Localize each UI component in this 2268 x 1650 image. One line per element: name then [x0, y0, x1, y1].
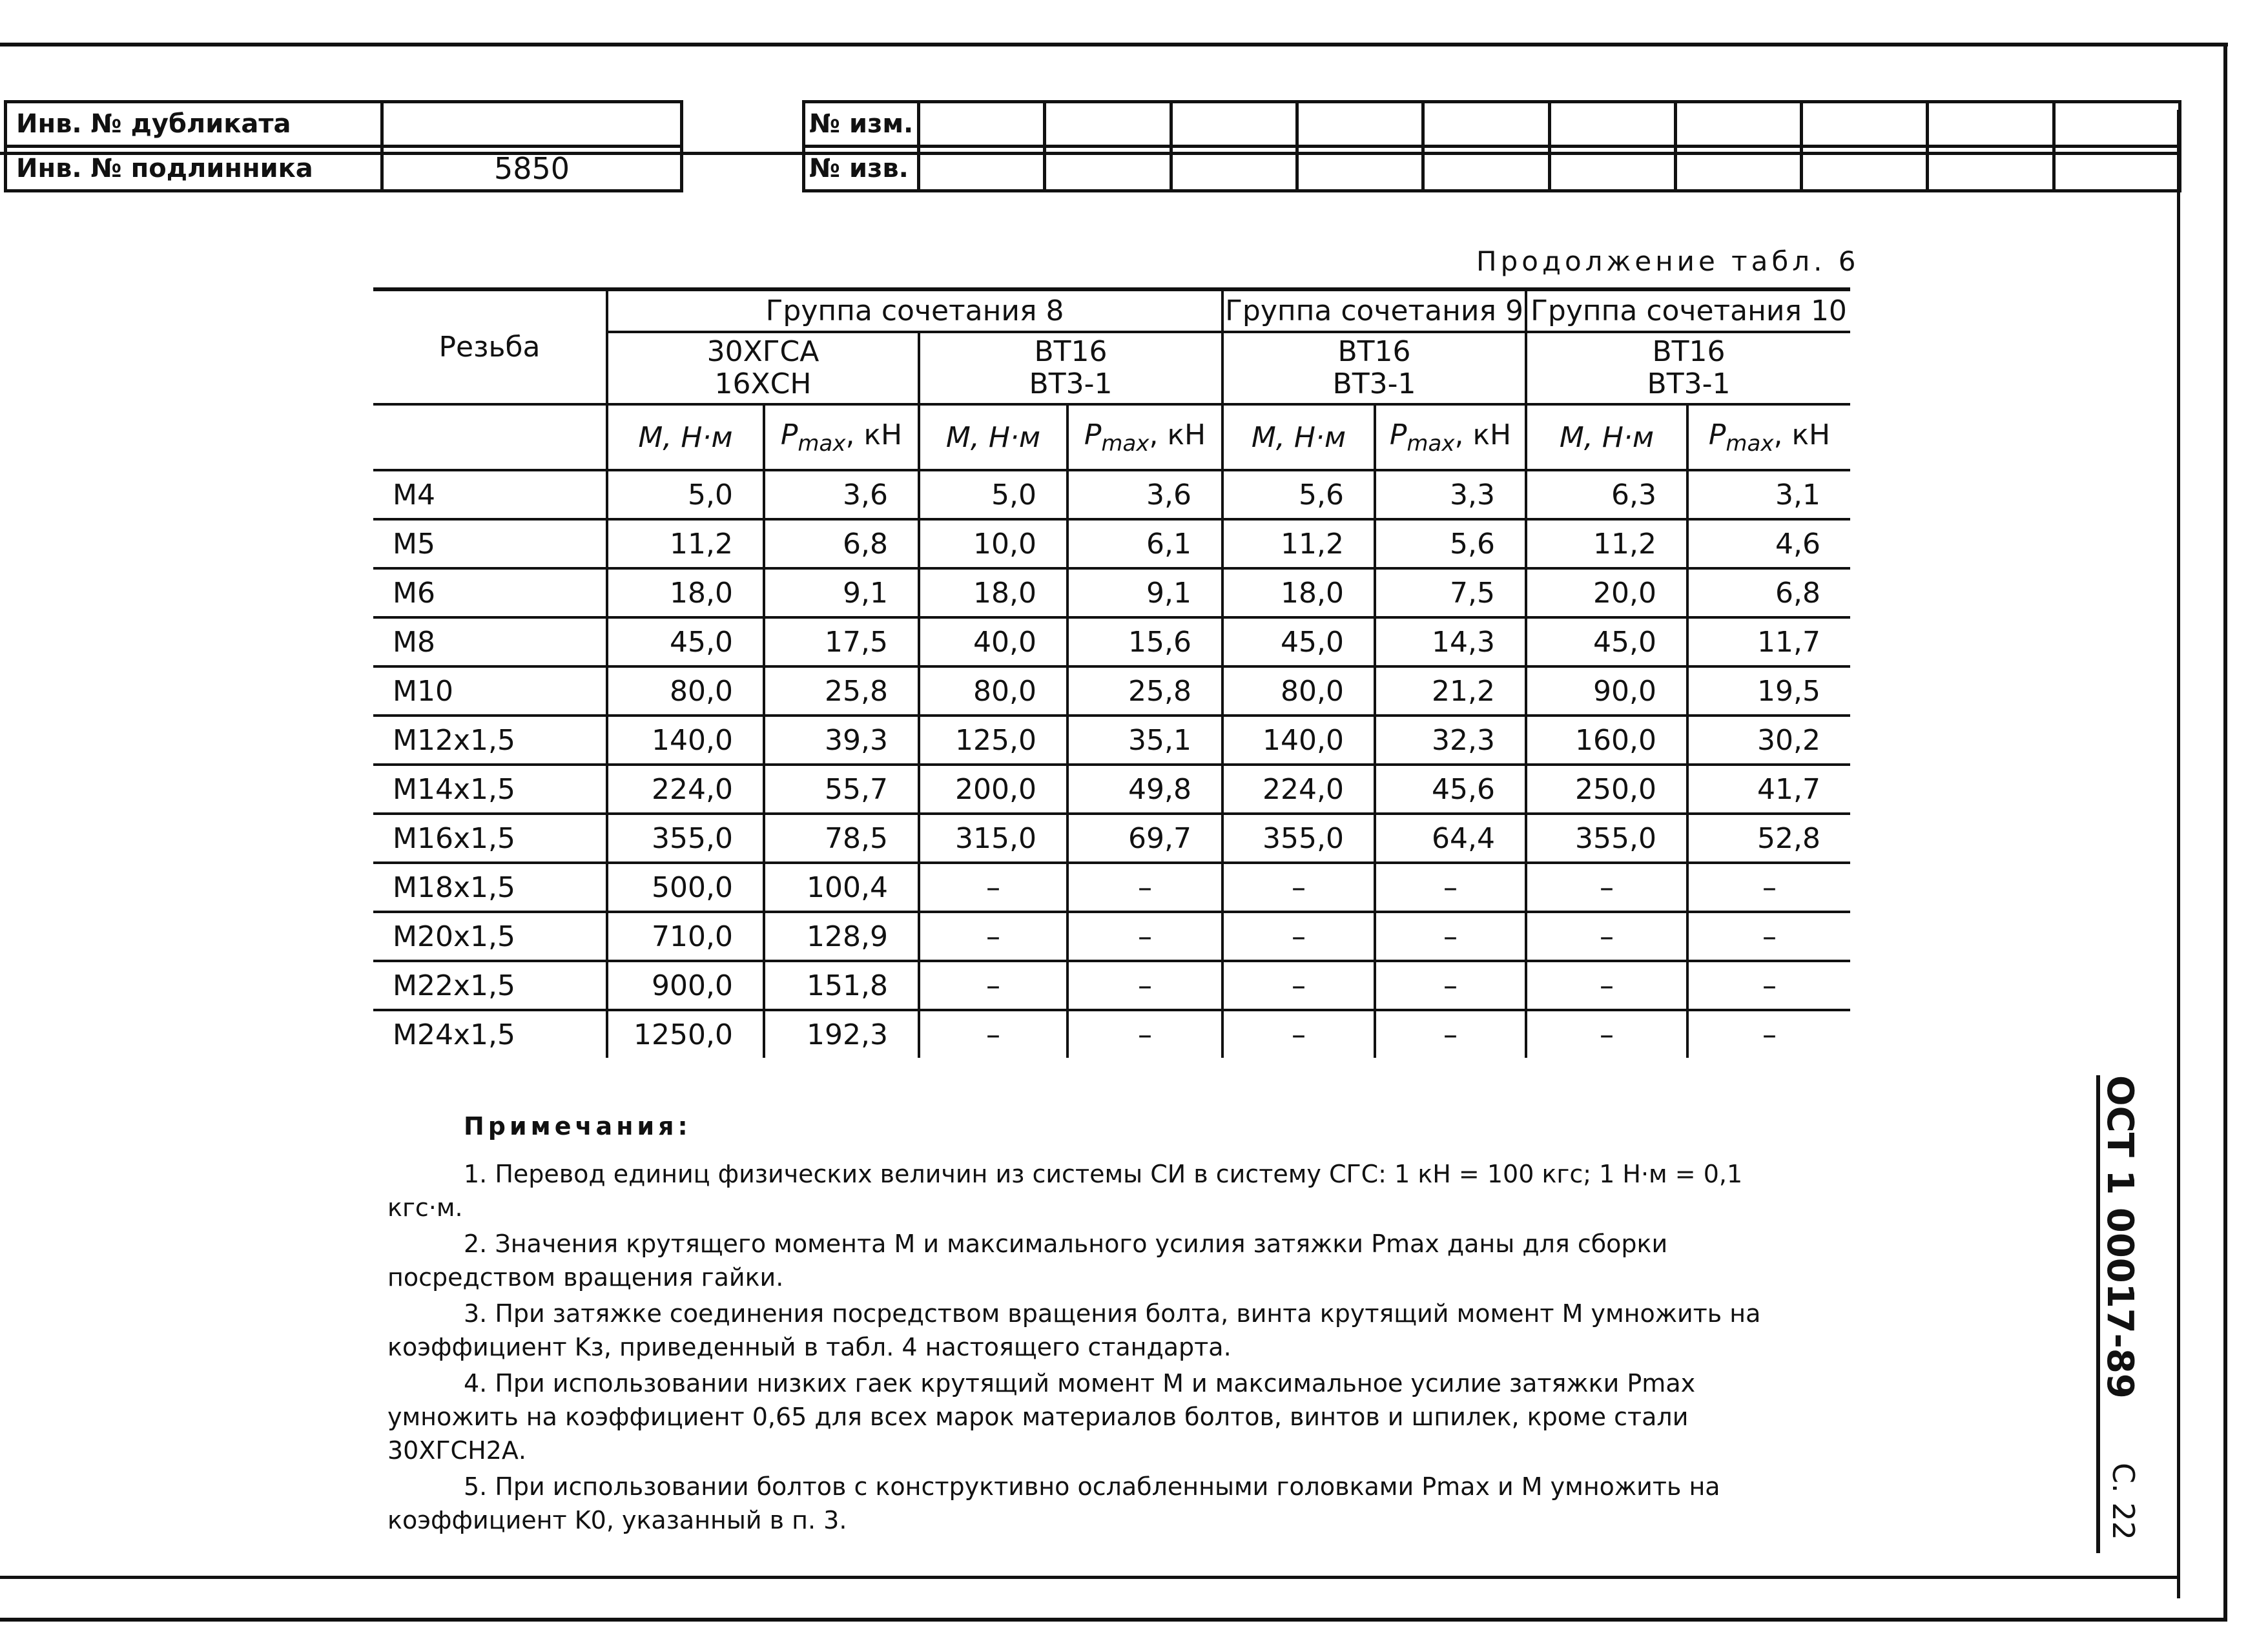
value-cell: – [1687, 961, 1850, 1010]
stamp-cell [1549, 147, 1675, 191]
header-unit-force: $P_{max}$, кН [1687, 404, 1850, 470]
value-cell: 160,0 [1526, 716, 1687, 765]
value-cell: 30,2 [1687, 716, 1850, 765]
table-row [373, 617, 1850, 666]
thread-cell: М6 [373, 568, 607, 617]
value-cell: 80,0 [1222, 666, 1375, 716]
stamp-row [804, 147, 2180, 191]
value-cell: 9,1 [764, 568, 919, 617]
thread-cell: М12х1,5 [373, 716, 607, 765]
stamp-cell [2054, 147, 2180, 191]
value-cell: 40,0 [919, 617, 1067, 666]
thread-cell: М16х1,5 [373, 814, 607, 863]
stamp-inventory [4, 100, 683, 192]
thread-cell: М10 [373, 666, 607, 716]
header-unit-moment: M, Н·м [1222, 404, 1375, 470]
stamp-label: Инв. № подлинника [6, 147, 382, 191]
stamp-cell [919, 102, 1045, 147]
torque-table [373, 287, 1850, 1058]
value-cell: – [1375, 863, 1526, 912]
inner-right-line [2177, 110, 2180, 1598]
value-cell: 500,0 [607, 863, 764, 912]
note-item: 3. При затяжке соединения посредством вращения болта, винта крутящий момент M умножить на коэффициент Kз, приведенный в табл. 4 настоящего стандарта. [387, 1299, 1761, 1361]
value-cell: 6,8 [764, 519, 919, 568]
value-cell: – [1526, 863, 1687, 912]
thread-cell: М18х1,5 [373, 863, 607, 912]
value-cell: 45,6 [1375, 765, 1526, 814]
value-cell: 45,0 [1526, 617, 1687, 666]
value-cell: – [919, 961, 1067, 1010]
value-cell: 6,3 [1526, 470, 1687, 519]
value-cell: 3,6 [1067, 470, 1222, 519]
value-cell: 900,0 [607, 961, 764, 1010]
stamp-cell [1928, 102, 2054, 147]
stamp-cell [1045, 102, 1171, 147]
table-body [373, 470, 1850, 1058]
value-cell: 19,5 [1687, 666, 1850, 716]
stamp-cell [1675, 147, 1801, 191]
header-unit-moment: M, Н·м [1526, 404, 1687, 470]
table-caption: Продолжение табл. 6 [1476, 245, 1860, 277]
stamp-cell [1423, 147, 1549, 191]
value-cell: – [1222, 912, 1375, 961]
value-cell: 39,3 [764, 716, 919, 765]
stamp-cell [1297, 147, 1423, 191]
value-cell: 5,6 [1222, 470, 1375, 519]
value-cell: 45,0 [1222, 617, 1375, 666]
value-cell: – [1526, 961, 1687, 1010]
value-cell: 140,0 [1222, 716, 1375, 765]
value-cell: – [1687, 912, 1850, 961]
value-cell: 25,8 [1067, 666, 1222, 716]
value-cell: – [1375, 1010, 1526, 1058]
stamp-cell [1171, 147, 1297, 191]
header-material: 30ХГСА 16ХСН [607, 332, 919, 404]
header-unit-moment: M, Н·м [607, 404, 764, 470]
header-unit-force: $P_{max}$, кН [1067, 404, 1222, 470]
value-cell: 224,0 [1222, 765, 1375, 814]
header-material: ВТ16 ВТ3-1 [1222, 332, 1526, 404]
thread-cell: М5 [373, 519, 607, 568]
value-cell: 78,5 [764, 814, 919, 863]
header-unit-moment: M, Н·м [919, 404, 1067, 470]
stamp-cell [1802, 102, 1928, 147]
header-unit-force: $P_{max}$, кН [1375, 404, 1526, 470]
value-cell: 80,0 [607, 666, 764, 716]
value-cell: 315,0 [919, 814, 1067, 863]
value-cell: 355,0 [1222, 814, 1375, 863]
value-cell: 45,0 [607, 617, 764, 666]
value-cell: 35,1 [1067, 716, 1222, 765]
value-cell: – [919, 863, 1067, 912]
value-cell: – [1222, 863, 1375, 912]
stamp-cell [2054, 102, 2180, 147]
value-cell: 1250,0 [607, 1010, 764, 1058]
stamp-row [804, 102, 2180, 147]
value-cell: – [1067, 961, 1222, 1010]
table-row [373, 1010, 1850, 1058]
value-cell: 25,8 [764, 666, 919, 716]
value-cell: – [1067, 912, 1222, 961]
table-row [373, 961, 1850, 1010]
value-cell: 11,7 [1687, 617, 1850, 666]
value-cell: 17,5 [764, 617, 919, 666]
value-cell: 5,0 [919, 470, 1067, 519]
table-row [373, 716, 1850, 765]
header-material: ВТ16 ВТ3-1 [1526, 332, 1850, 404]
value-cell: 32,3 [1375, 716, 1526, 765]
table-row [373, 568, 1850, 617]
value-cell: – [1222, 1010, 1375, 1058]
value-cell: – [1375, 961, 1526, 1010]
stamp-cell [1802, 147, 1928, 191]
value-cell: 6,1 [1067, 519, 1222, 568]
value-cell: 6,8 [1687, 568, 1850, 617]
value-cell: 69,7 [1067, 814, 1222, 863]
value-cell: 64,4 [1375, 814, 1526, 863]
header-row-groups [373, 289, 1850, 332]
thread-cell: М4 [373, 470, 607, 519]
value-cell: 3,1 [1687, 470, 1850, 519]
value-cell: 9,1 [1067, 568, 1222, 617]
value-cell: – [1687, 863, 1850, 912]
stamp-value: 5850 [382, 147, 682, 191]
value-cell: – [1526, 912, 1687, 961]
stamp-label: № изв. [804, 147, 919, 191]
stamp-cell [1423, 102, 1549, 147]
stamp-label: № изм. [804, 102, 919, 147]
value-cell: – [1375, 912, 1526, 961]
stamp-cell [1297, 102, 1423, 147]
stamp-row [6, 147, 682, 191]
stamp-cell [1675, 102, 1801, 147]
value-cell: – [1067, 1010, 1222, 1058]
value-cell: – [919, 912, 1067, 961]
header-thread: Резьба [373, 289, 607, 404]
value-cell: – [1687, 1010, 1850, 1058]
stamp-cell [1171, 102, 1297, 147]
frame-bottom-line [0, 1618, 2227, 1622]
value-cell: 151,8 [764, 961, 919, 1010]
notes-block [387, 1109, 1808, 1540]
stamp-changes [802, 100, 2181, 192]
value-cell: 100,4 [764, 863, 919, 912]
stamp-cell [1549, 102, 1675, 147]
note-item: 5. При использовании болтов с конструктивно ослабленными головками Pmax и M умножить на коэффициент K0, указанный в п. 3. [387, 1472, 1720, 1534]
header-group: Группа сочетания 9 [1222, 289, 1526, 332]
value-cell: 125,0 [919, 716, 1067, 765]
standard-number: ОСТ 1 00017-89 [2099, 1075, 2141, 1399]
frame-top-line [0, 43, 2228, 46]
value-cell: 14,3 [1375, 617, 1526, 666]
thread-cell: М24х1,5 [373, 1010, 607, 1058]
table-row [373, 666, 1850, 716]
table-row [373, 814, 1850, 863]
header-group: Группа сочетания 10 [1526, 289, 1850, 332]
header-row-units [373, 404, 1850, 470]
stamp-value [382, 102, 682, 147]
value-cell: 250,0 [1526, 765, 1687, 814]
value-cell: 5,6 [1375, 519, 1526, 568]
thread-cell: М8 [373, 617, 607, 666]
value-cell: 3,3 [1375, 470, 1526, 519]
stamp-cell [1045, 147, 1171, 191]
value-cell: 355,0 [1526, 814, 1687, 863]
value-cell: 3,6 [764, 470, 919, 519]
value-cell: 41,7 [1687, 765, 1850, 814]
value-cell: – [919, 1010, 1067, 1058]
value-cell: 200,0 [919, 765, 1067, 814]
value-cell: 11,2 [1526, 519, 1687, 568]
value-cell: 90,0 [1526, 666, 1687, 716]
inner-bottom-line [0, 1576, 2180, 1579]
value-cell: 52,8 [1687, 814, 1850, 863]
frame-right-line [2223, 43, 2227, 1622]
value-cell: 15,6 [1067, 617, 1222, 666]
thread-cell: М20х1,5 [373, 912, 607, 961]
value-cell: 4,6 [1687, 519, 1850, 568]
value-cell: – [1222, 961, 1375, 1010]
thread-cell: М22х1,5 [373, 961, 607, 1010]
stamp-cell [919, 147, 1045, 191]
note-item: 4. При использовании низких гаек крутящий момент M и максимальное усилие затяжки Pmax умножить на коэффициент 0,65 для всех марок материалов болтов, винтов и шпилек, кроме стали 30ХГСН2А. [387, 1369, 1696, 1465]
value-cell: 128,9 [764, 912, 919, 961]
value-cell: 18,0 [919, 568, 1067, 617]
value-cell: – [1067, 863, 1222, 912]
table-row [373, 863, 1850, 912]
table-row [373, 765, 1850, 814]
header-unit-force: $P_{max}$, кН [764, 404, 919, 470]
notes-title: Примечания: [464, 1112, 692, 1140]
value-cell: 11,2 [1222, 519, 1375, 568]
value-cell: 49,8 [1067, 765, 1222, 814]
header-material: ВТ16 ВТ3-1 [919, 332, 1222, 404]
stamp-row [6, 102, 682, 147]
value-cell: 80,0 [919, 666, 1067, 716]
value-cell: 21,2 [1375, 666, 1526, 716]
value-cell: 55,7 [764, 765, 919, 814]
value-cell: 192,3 [764, 1010, 919, 1058]
header-group: Группа сочетания 8 [607, 289, 1222, 332]
table-row [373, 519, 1850, 568]
value-cell: 20,0 [1526, 568, 1687, 617]
value-cell: 224,0 [607, 765, 764, 814]
value-cell: 10,0 [919, 519, 1067, 568]
page-number: С. 22 [2106, 1463, 2141, 1540]
value-cell: – [1526, 1010, 1687, 1058]
header-thread-empty [373, 404, 607, 470]
table-row [373, 912, 1850, 961]
note-item: 1. Перевод единиц физических величин из системы СИ в систему СГС: 1 кН = 100 кгс; 1 Н·м = 0,1 кгс·м. [387, 1160, 1743, 1222]
value-cell: 18,0 [607, 568, 764, 617]
value-cell: 140,0 [607, 716, 764, 765]
value-cell: 355,0 [607, 814, 764, 863]
value-cell: 710,0 [607, 912, 764, 961]
value-cell: 5,0 [607, 470, 764, 519]
stamp-label: Инв. № дубликата [6, 102, 382, 147]
stamp-cell [1928, 147, 2054, 191]
table-row [373, 470, 1850, 519]
value-cell: 18,0 [1222, 568, 1375, 617]
value-cell: 7,5 [1375, 568, 1526, 617]
note-item: 2. Значения крутящего момента M и максимального усилия затяжки Pmax даны для сборки посредством вращения гайки. [387, 1230, 1668, 1292]
value-cell: 11,2 [607, 519, 764, 568]
thread-cell: М14х1,5 [373, 765, 607, 814]
